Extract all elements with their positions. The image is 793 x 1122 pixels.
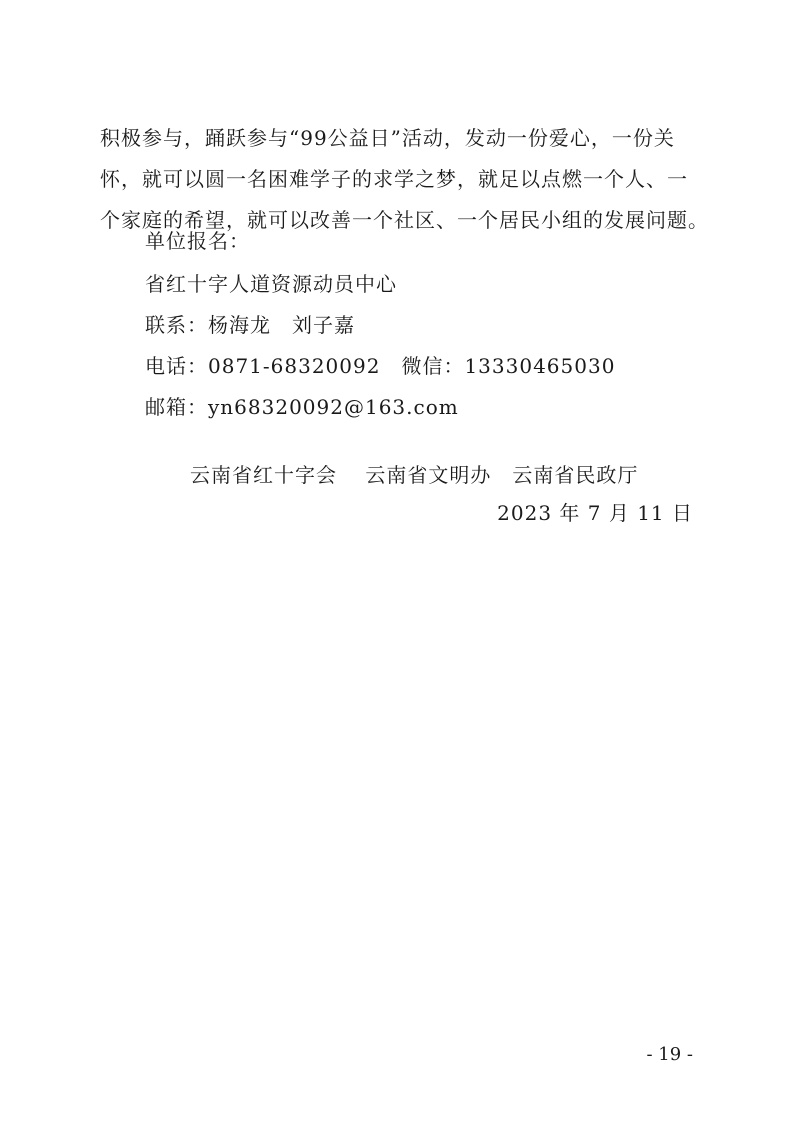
registration-heading: 单位报名： — [145, 229, 250, 253]
paragraph-line-3: 个家庭的希望，就可以改善一个社区、一个居民小组的发展问题。 — [100, 208, 709, 232]
issuing-organizations: 云南省红十字会 云南省文明办 云南省民政厅 — [190, 463, 639, 487]
issue-date: 2023 年 7 月 11 日 — [497, 501, 693, 525]
contact-persons: 联系：杨海龙 刘子嘉 — [145, 313, 355, 337]
phone-wechat: 电话：0871-68320092 微信：13330465030 — [145, 354, 616, 378]
email-address: 邮箱：yn68320092@163.com — [145, 395, 459, 419]
paragraph-line-1: 积极参与，踊跃参与“99公益日”活动，发动一份爱心，一份关 — [100, 126, 675, 150]
page-number: - 19 - — [646, 1044, 693, 1065]
organization-name: 省红十字人道资源动员中心 — [145, 272, 397, 296]
paragraph-line-2: 怀，就可以圆一名困难学子的求学之梦，就足以点燃一个人、一 — [100, 167, 688, 191]
